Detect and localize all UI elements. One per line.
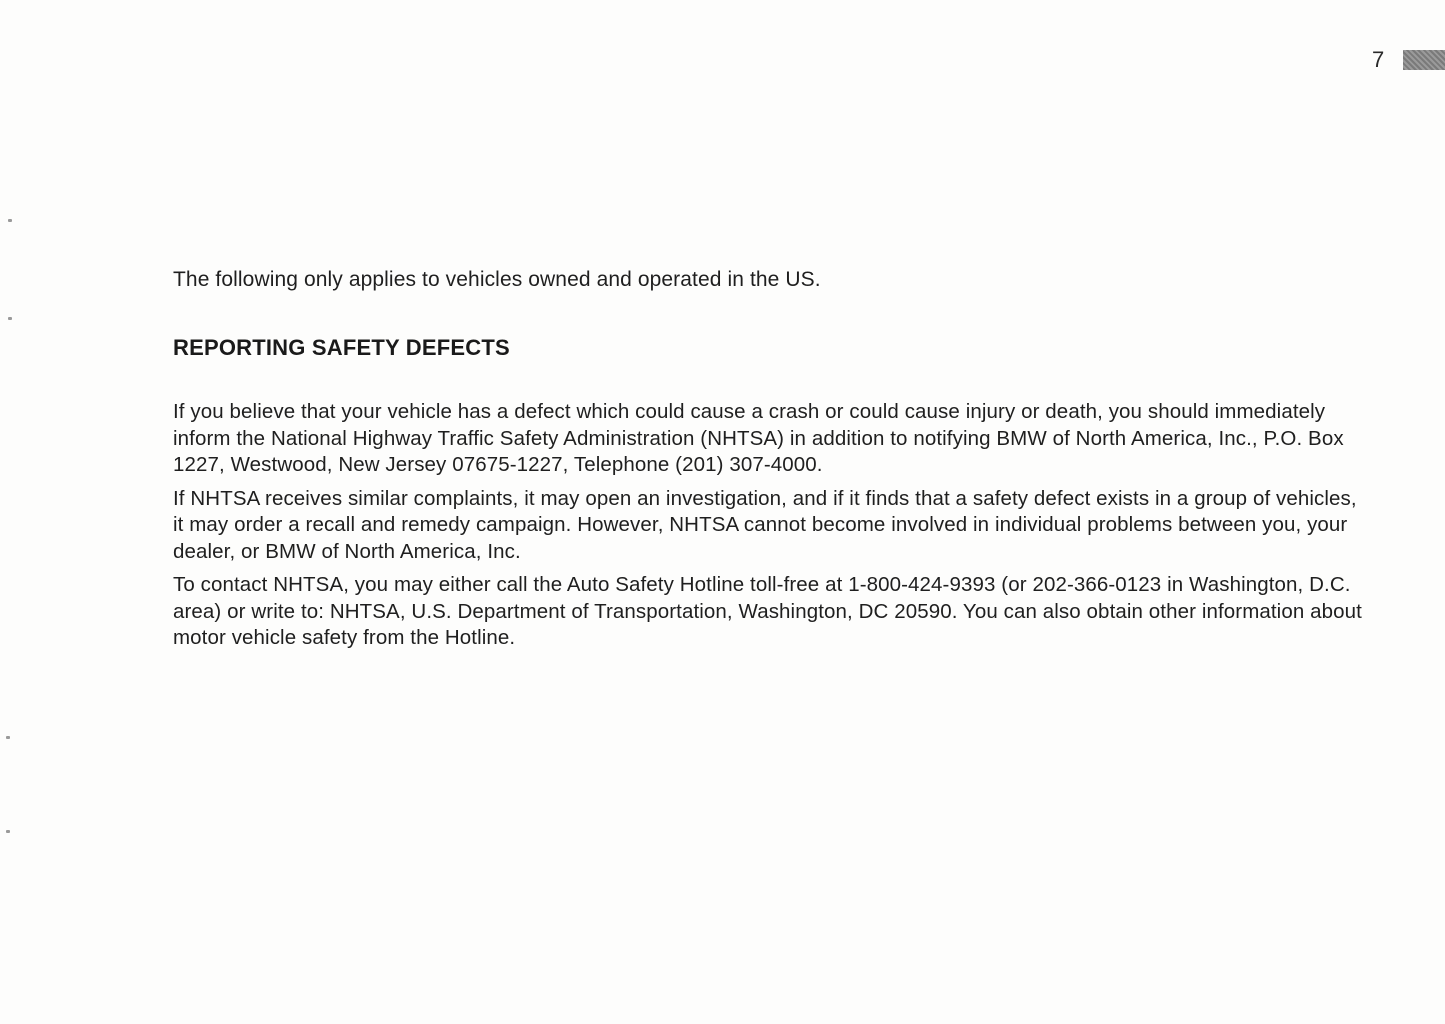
scan-mark xyxy=(6,830,10,833)
paragraph-defect-reporting: If you believe that your vehicle has a defect which could cause a crash or could cause injury or death, you should immediately inform the National Highway Traffic Safety Administration (NHTSA) in addition to notifying BMW of North America, Inc., P.O. Box 1227, Westwood, New Jersey 07675-1227, Telephone (201) 307-4000. xyxy=(173,400,1344,476)
page-number: 7 xyxy=(1372,47,1385,72)
section-body xyxy=(173,399,1363,652)
scan-mark xyxy=(8,219,12,222)
scan-mark xyxy=(8,317,12,320)
intro-text: The following only applies to vehicles owned and operated in the US. xyxy=(173,268,821,291)
scan-mark xyxy=(6,736,10,739)
paragraph-contact-nhtsa: To contact NHTSA, you may either call the Auto Safety Hotline toll-free at 1-800-424-9393 (or 202-366-0123 in Washington, D.C. area) or write to: NHTSA, U.S. Department of Transportation, Washington, DC 20590. You can also obtain other information about motor vehicle safety from the Hotline. xyxy=(173,573,1362,649)
section-heading: REPORTING SAFETY DEFECTS xyxy=(173,335,510,360)
paragraph-investigation: If NHTSA receives similar complaints, it may open an investigation, and if it finds that a safety defect exists in a group of vehicles, it may order a recall and remedy campaign. However, NHTSA cannot become involved in individual problems between you, your dealer, or BMW of North America, Inc. xyxy=(173,486,1357,563)
page-tab-marker xyxy=(1403,50,1445,70)
document-content xyxy=(173,266,1363,659)
